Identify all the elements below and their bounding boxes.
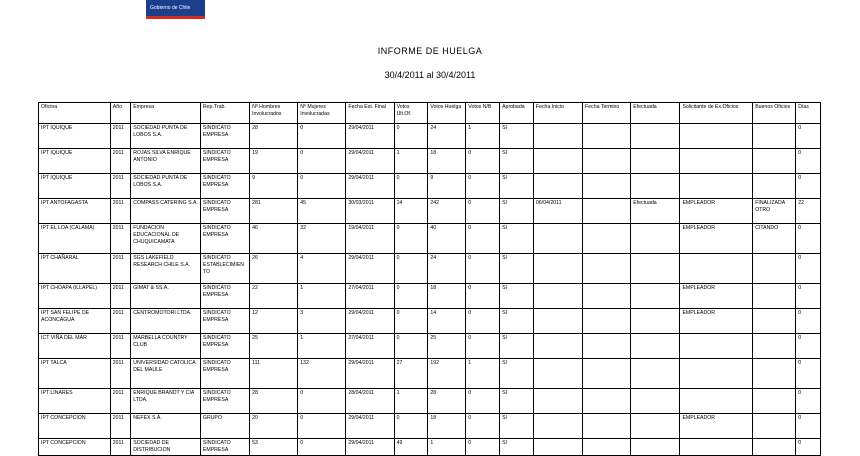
table-cell: 18 bbox=[428, 149, 466, 174]
table-cell: 1 bbox=[394, 389, 428, 414]
table-row bbox=[39, 199, 821, 224]
table-cell: 0 bbox=[298, 414, 346, 439]
table-cell bbox=[680, 124, 753, 149]
table-cell: 25 bbox=[250, 334, 298, 359]
table-cell: 192 bbox=[428, 359, 466, 389]
table-cell bbox=[631, 309, 680, 334]
table-cell: 49 bbox=[394, 439, 428, 456]
table-cell bbox=[533, 359, 582, 389]
table-cell: 0 bbox=[466, 309, 500, 334]
table-cell bbox=[680, 254, 753, 284]
table-cell: COMPASS CATERING S.A. bbox=[131, 199, 201, 224]
table-cell: 25 bbox=[428, 334, 466, 359]
table-cell: GRUPO bbox=[200, 414, 249, 439]
table-cell bbox=[533, 414, 582, 439]
table-cell bbox=[631, 439, 680, 456]
table-cell: SINDICATO EMPRESA bbox=[200, 439, 249, 456]
table-cell: 0 bbox=[796, 149, 821, 174]
table-cell: 06/04/2011 bbox=[533, 199, 582, 224]
table-cell bbox=[631, 224, 680, 254]
table-header-row bbox=[39, 103, 821, 124]
table-cell: SI bbox=[500, 284, 534, 309]
table-cell: MARBELLA COUNTRY CLUB bbox=[131, 334, 201, 359]
table-cell bbox=[583, 174, 631, 199]
table-cell: 24 bbox=[428, 254, 466, 284]
table-cell: 2011 bbox=[110, 439, 130, 456]
column-header: Días bbox=[796, 103, 821, 124]
table-row bbox=[39, 284, 821, 309]
table-cell bbox=[583, 149, 631, 174]
table-cell: FUNDACION EDUCACIONAL DE CHUQUICAMATA bbox=[131, 224, 201, 254]
column-header: Fecha Termino bbox=[583, 103, 631, 124]
table-cell: ROJAS SILVA ENRIQUE ANTONIO bbox=[131, 149, 201, 174]
table-cell: SI bbox=[500, 124, 534, 149]
table-cell bbox=[583, 199, 631, 224]
table-cell: 29/04/2011 bbox=[346, 414, 394, 439]
table-cell: 111 bbox=[250, 359, 298, 389]
table-cell: 46 bbox=[250, 224, 298, 254]
table-row bbox=[39, 309, 821, 334]
table-cell: SINDICATO EMPRESA bbox=[200, 224, 249, 254]
table-cell: CENTROMOTORI LTDA. bbox=[131, 309, 201, 334]
table-cell: 242 bbox=[428, 199, 466, 224]
table-cell: 2011 bbox=[110, 334, 130, 359]
table-cell: 0 bbox=[466, 199, 500, 224]
table-cell: 0 bbox=[394, 254, 428, 284]
table-cell bbox=[583, 254, 631, 284]
table-row bbox=[39, 359, 821, 389]
table-cell: SI bbox=[500, 414, 534, 439]
table-cell bbox=[753, 414, 796, 439]
table-cell: IPT CHAÑARAL bbox=[39, 254, 111, 284]
table-cell: 0 bbox=[394, 334, 428, 359]
table-cell: SOCIEDAD PUNTA DE LOBOS S.A. bbox=[131, 124, 201, 149]
table-cell: UNIVERSIDAD CATOLICA DEL MAULE bbox=[131, 359, 201, 389]
table-cell bbox=[533, 334, 582, 359]
table-cell: 28 bbox=[428, 389, 466, 414]
table-cell: 53 bbox=[250, 439, 298, 456]
table-cell: IPT LINARES bbox=[39, 389, 111, 414]
table-cell bbox=[631, 124, 680, 149]
strike-report-table bbox=[38, 102, 821, 456]
table-cell: 2011 bbox=[110, 359, 130, 389]
table-cell: 28/04/2011 bbox=[346, 389, 394, 414]
table-cell: SI bbox=[500, 334, 534, 359]
table-cell: 18 bbox=[428, 414, 466, 439]
table-cell bbox=[631, 414, 680, 439]
table-cell: 0 bbox=[466, 439, 500, 456]
table-row bbox=[39, 254, 821, 284]
table-cell: 0 bbox=[298, 174, 346, 199]
table-cell: 1 bbox=[466, 124, 500, 149]
table-cell: EMPLEADOR bbox=[680, 309, 753, 334]
table-cell: 0 bbox=[298, 389, 346, 414]
column-header: Solicitante de Ex.Oficios bbox=[680, 103, 753, 124]
table-cell: 2011 bbox=[110, 284, 130, 309]
table-cell: 0 bbox=[466, 284, 500, 309]
table-cell: 0 bbox=[796, 439, 821, 456]
table-cell: IPT CONCEPCION bbox=[39, 439, 111, 456]
table-cell: SINDICATO EMPRESA bbox=[200, 174, 249, 199]
table-cell bbox=[583, 414, 631, 439]
report-title: INFORME DE HUELGA bbox=[377, 46, 483, 56]
table-cell: 28 bbox=[250, 389, 298, 414]
table-cell: 0 bbox=[796, 359, 821, 389]
table-cell bbox=[583, 439, 631, 456]
table-cell bbox=[753, 389, 796, 414]
table-cell: SINDICATO EMPRESA bbox=[200, 359, 249, 389]
column-header: Efectuada bbox=[631, 103, 680, 124]
table-cell: FINALIZADA OTRO bbox=[753, 199, 796, 224]
gobierno-logo-stripe bbox=[146, 16, 205, 19]
table-cell: 1 bbox=[298, 334, 346, 359]
table-cell bbox=[631, 254, 680, 284]
table-cell: 22 bbox=[796, 199, 821, 224]
table-cell: SINDICATO EMPRESA bbox=[200, 309, 249, 334]
table-cell: 0 bbox=[298, 124, 346, 149]
table-cell: 27/04/2011 bbox=[346, 284, 394, 309]
table-cell: 0 bbox=[796, 389, 821, 414]
table-cell: 2011 bbox=[110, 224, 130, 254]
table-cell: 14 bbox=[428, 309, 466, 334]
table-cell: EMPLEADOR bbox=[680, 284, 753, 309]
table-cell: 0 bbox=[394, 224, 428, 254]
table-cell: SI bbox=[500, 199, 534, 224]
table-cell bbox=[583, 334, 631, 359]
table-cell: 19 bbox=[250, 149, 298, 174]
table-cell: 24 bbox=[428, 124, 466, 149]
table-cell: SI bbox=[500, 389, 534, 414]
table-cell: 0 bbox=[466, 224, 500, 254]
table-cell: 2011 bbox=[110, 309, 130, 334]
table-cell: 29/04/2011 bbox=[346, 309, 394, 334]
column-header: Votos N/B bbox=[466, 103, 500, 124]
table-cell: 3 bbox=[298, 309, 346, 334]
table-cell bbox=[753, 149, 796, 174]
table-cell: EMPLEADOR bbox=[680, 199, 753, 224]
table-cell bbox=[753, 309, 796, 334]
table-cell: 0 bbox=[466, 174, 500, 199]
table-cell: 0 bbox=[394, 174, 428, 199]
table-cell: IPT EL LOA (CALAMA) bbox=[39, 224, 111, 254]
table-body bbox=[39, 124, 821, 456]
table-cell: 0 bbox=[796, 254, 821, 284]
table-cell bbox=[583, 359, 631, 389]
table-cell bbox=[533, 224, 582, 254]
table-cell: SOCIEDAD PUNTA DE LOBOS S.A. bbox=[131, 174, 201, 199]
table-cell bbox=[533, 309, 582, 334]
table-cell: SINDICATO EMPRESA bbox=[200, 389, 249, 414]
table-cell: Efectuada bbox=[631, 199, 680, 224]
table-cell bbox=[631, 174, 680, 199]
table-cell: 0 bbox=[796, 284, 821, 309]
table-cell bbox=[533, 389, 582, 414]
table-row bbox=[39, 414, 821, 439]
table-cell: 28 bbox=[250, 124, 298, 149]
table-cell: SI bbox=[500, 149, 534, 174]
table-cell: SOCIEDAD DE DISTRIBUCION bbox=[131, 439, 201, 456]
table-cell bbox=[583, 284, 631, 309]
table-cell: 29/04/2011 bbox=[346, 439, 394, 456]
table-cell: 0 bbox=[466, 389, 500, 414]
column-header: Fecha Inicio bbox=[533, 103, 582, 124]
table-cell: 27/04/2011 bbox=[346, 334, 394, 359]
table-row bbox=[39, 334, 821, 359]
table-cell bbox=[533, 284, 582, 309]
table-cell: 2011 bbox=[110, 174, 130, 199]
table-cell: 0 bbox=[298, 149, 346, 174]
table-cell: 0 bbox=[394, 284, 428, 309]
table-cell: 0 bbox=[466, 414, 500, 439]
table-cell: 0 bbox=[796, 334, 821, 359]
table-cell bbox=[753, 174, 796, 199]
column-header: Empresa bbox=[131, 103, 201, 124]
table-cell: 18 bbox=[428, 284, 466, 309]
table-cell: SI bbox=[500, 439, 534, 456]
table-cell: EMPLEADOR bbox=[680, 414, 753, 439]
column-header: Aprobada bbox=[500, 103, 534, 124]
table-cell: SI bbox=[500, 174, 534, 199]
table-cell: IPT IQUIQUE bbox=[39, 174, 111, 199]
column-header: Oficina bbox=[39, 103, 111, 124]
table-cell: IPT ANTOFAGASTA bbox=[39, 199, 111, 224]
table-row bbox=[39, 174, 821, 199]
table-cell: 132 bbox=[298, 359, 346, 389]
table-cell: SGS LAKEFIELD RESEARCH CHILE S.A. bbox=[131, 254, 201, 284]
table-cell: 29/04/2011 bbox=[346, 124, 394, 149]
column-header: Votos Ult.Of. bbox=[394, 103, 428, 124]
table-cell: 12 bbox=[250, 309, 298, 334]
table-cell bbox=[680, 389, 753, 414]
table-cell bbox=[631, 149, 680, 174]
table-cell bbox=[753, 284, 796, 309]
table-row bbox=[39, 224, 821, 254]
column-header: Fecha Est. Final bbox=[346, 103, 394, 124]
column-header: Rep.Trab. bbox=[200, 103, 249, 124]
table-cell: SINDICATO EMPRESA bbox=[200, 284, 249, 309]
table-cell: ICT VIÑA DEL MAR bbox=[39, 334, 111, 359]
table-cell: 1 bbox=[394, 149, 428, 174]
table-cell: 0 bbox=[394, 309, 428, 334]
table-cell: 29/04/2011 bbox=[346, 359, 394, 389]
table-cell: 30/03/2011 bbox=[346, 199, 394, 224]
table-cell: 20 bbox=[250, 414, 298, 439]
table-cell bbox=[680, 439, 753, 456]
table-cell: 0 bbox=[796, 309, 821, 334]
table-cell: GIMAT & SS.A. bbox=[131, 284, 201, 309]
table-cell bbox=[753, 254, 796, 284]
table-cell bbox=[533, 149, 582, 174]
table-cell: SI bbox=[500, 254, 534, 284]
table-cell: SINDICATO ESTABLECIMIENTO bbox=[200, 254, 249, 284]
table-row bbox=[39, 124, 821, 149]
column-header: Votos Huelga bbox=[428, 103, 466, 124]
table-cell bbox=[583, 309, 631, 334]
table-cell: 14 bbox=[394, 199, 428, 224]
table-cell bbox=[753, 124, 796, 149]
table-cell: IPT IQUIQUE bbox=[39, 124, 111, 149]
table-cell: ENRIQUE BRANDT Y CIA LTDA. bbox=[131, 389, 201, 414]
table-cell bbox=[583, 389, 631, 414]
table-cell: 0 bbox=[796, 174, 821, 199]
table-cell bbox=[631, 359, 680, 389]
table-cell bbox=[631, 284, 680, 309]
table-cell bbox=[753, 334, 796, 359]
table-cell bbox=[753, 359, 796, 389]
table-cell: IPT IQUIQUE bbox=[39, 149, 111, 174]
table-cell: 22 bbox=[250, 284, 298, 309]
column-header: Año bbox=[110, 103, 130, 124]
table-cell: 0 bbox=[466, 149, 500, 174]
report-date-range: 30/4/2011 al 30/4/2011 bbox=[384, 70, 476, 80]
table-cell: IPT SAN FELIPE DE ACONCAGUA bbox=[39, 309, 111, 334]
table-cell: 0 bbox=[298, 439, 346, 456]
table-cell bbox=[533, 124, 582, 149]
table-cell: 19/04/2011 bbox=[346, 224, 394, 254]
table-cell: 1 bbox=[466, 359, 500, 389]
table-row bbox=[39, 149, 821, 174]
table-cell: 29/04/2011 bbox=[346, 254, 394, 284]
table-cell: 4 bbox=[298, 254, 346, 284]
table-cell bbox=[680, 149, 753, 174]
table-cell: 2011 bbox=[110, 199, 130, 224]
table-cell bbox=[753, 439, 796, 456]
table-cell: 0 bbox=[394, 124, 428, 149]
table-cell: 29/04/2011 bbox=[346, 174, 394, 199]
table-cell: 0 bbox=[796, 124, 821, 149]
table-cell bbox=[533, 439, 582, 456]
table-cell: SI bbox=[500, 224, 534, 254]
table-cell: 2011 bbox=[110, 414, 130, 439]
table-cell: NEFEX S.A. bbox=[131, 414, 201, 439]
table-row bbox=[39, 389, 821, 414]
table-cell: SI bbox=[500, 359, 534, 389]
table-cell: 0 bbox=[394, 414, 428, 439]
table-cell: 9 bbox=[428, 174, 466, 199]
table-cell: 26 bbox=[250, 254, 298, 284]
table-cell: 0 bbox=[466, 254, 500, 284]
table-cell: SINDICATO EMPRESA bbox=[200, 334, 249, 359]
table-cell: SI bbox=[500, 309, 534, 334]
table-cell: 0 bbox=[796, 224, 821, 254]
gobierno-logo-text: Gobierno de Chile bbox=[150, 5, 191, 11]
table-cell bbox=[583, 224, 631, 254]
table-cell: 32 bbox=[298, 224, 346, 254]
column-header: Buenos Oficios bbox=[753, 103, 796, 124]
table-cell: 0 bbox=[796, 414, 821, 439]
table-cell: 9 bbox=[250, 174, 298, 199]
table-cell: SINDICATO EMPRESA bbox=[200, 124, 249, 149]
table-cell bbox=[631, 389, 680, 414]
table-cell bbox=[631, 334, 680, 359]
table-cell bbox=[680, 174, 753, 199]
table-cell bbox=[680, 334, 753, 359]
table-cell: 0 bbox=[466, 334, 500, 359]
table-cell: 2011 bbox=[110, 149, 130, 174]
table-cell: 1 bbox=[428, 439, 466, 456]
table-cell: CITANDO bbox=[753, 224, 796, 254]
table-cell: SINDICATO EMPRESA bbox=[200, 149, 249, 174]
table-cell: IPT CHOAPA (ILLAPEL) bbox=[39, 284, 111, 309]
table-cell: 1 bbox=[298, 284, 346, 309]
table-cell: 45 bbox=[298, 199, 346, 224]
table-cell: 29/04/2011 bbox=[346, 149, 394, 174]
table-cell: 281 bbox=[250, 199, 298, 224]
table-cell bbox=[680, 359, 753, 389]
table-cell: IPT TALCA bbox=[39, 359, 111, 389]
table-cell bbox=[583, 124, 631, 149]
table-cell: 27 bbox=[394, 359, 428, 389]
table-cell: 2011 bbox=[110, 124, 130, 149]
table-cell bbox=[533, 174, 582, 199]
table-cell: 2011 bbox=[110, 254, 130, 284]
table-cell: EMPLEADOR bbox=[680, 224, 753, 254]
table-cell: IPT CONCEPCION bbox=[39, 414, 111, 439]
column-header: Nº Mujeres Involucradas bbox=[298, 103, 346, 124]
table-cell: 2011 bbox=[110, 389, 130, 414]
table-cell: SINDICATO EMPRESA bbox=[200, 199, 249, 224]
column-header: Nº Hombres Involucrados bbox=[250, 103, 298, 124]
table-row bbox=[39, 439, 821, 456]
table-cell: 40 bbox=[428, 224, 466, 254]
table-cell bbox=[533, 254, 582, 284]
